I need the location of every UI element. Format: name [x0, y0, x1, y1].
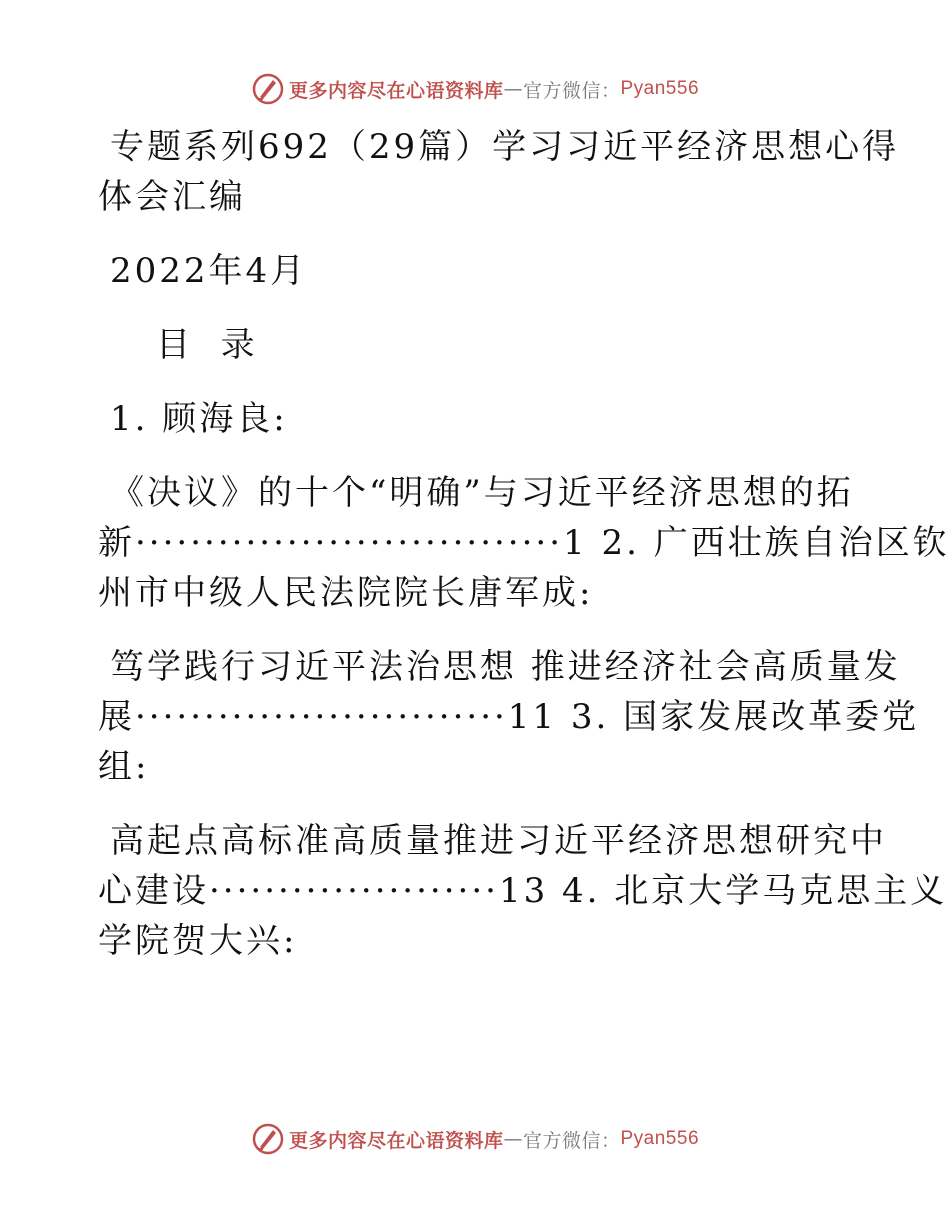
document-date: 2022年4月 [110, 251, 308, 291]
toc-line: 新·······························1 2. 广西壮族自治区钦 [98, 523, 950, 563]
header-watermark [0, 72, 950, 106]
watermark-wechat-id: Pyan556 [620, 78, 700, 99]
quill-seal-icon [251, 72, 285, 106]
toc-line: 展···························11 3. 国家发展改革委党 [98, 697, 920, 737]
toc-heading: 目 录 [156, 325, 258, 365]
watermark-official: 官方微信： [522, 79, 621, 102]
footer-watermark [0, 1122, 950, 1156]
quill-seal-icon [251, 1122, 285, 1156]
toc-line: 心建设·····················13 4. 北京大学马克思主义 [98, 871, 948, 911]
toc-line: 笃学践行习近平法治思想 推进经济社会高质量发 [110, 647, 901, 687]
watermark-brand: 更多内容尽在心语资料库 [288, 79, 504, 102]
watermark-separator: — [503, 1128, 523, 1150]
watermark-official: 官方微信： [522, 1129, 621, 1152]
toc-line: 学院贺大兴: [98, 921, 298, 961]
document-title-line-1: 专题系列692（29篇）学习习近平经济思想心得 [110, 127, 900, 167]
toc-line: 组: [98, 747, 150, 787]
toc-line: 州市中级人民法院院长唐军成: [98, 573, 594, 613]
toc-line: 1. 顾海良: [110, 399, 288, 439]
watermark-wechat-id: Pyan556 [620, 1128, 700, 1149]
document-body [98, 122, 950, 966]
toc-line: 《决议》的十个“明确”与习近平经济思想的拓 [110, 473, 854, 513]
toc-line: 高起点高标准高质量推进习近平经济思想研究中 [110, 821, 887, 861]
watermark-brand: 更多内容尽在心语资料库 [288, 1129, 504, 1152]
watermark-separator: — [503, 78, 523, 100]
document-title-line-2: 体会汇编 [98, 177, 246, 217]
